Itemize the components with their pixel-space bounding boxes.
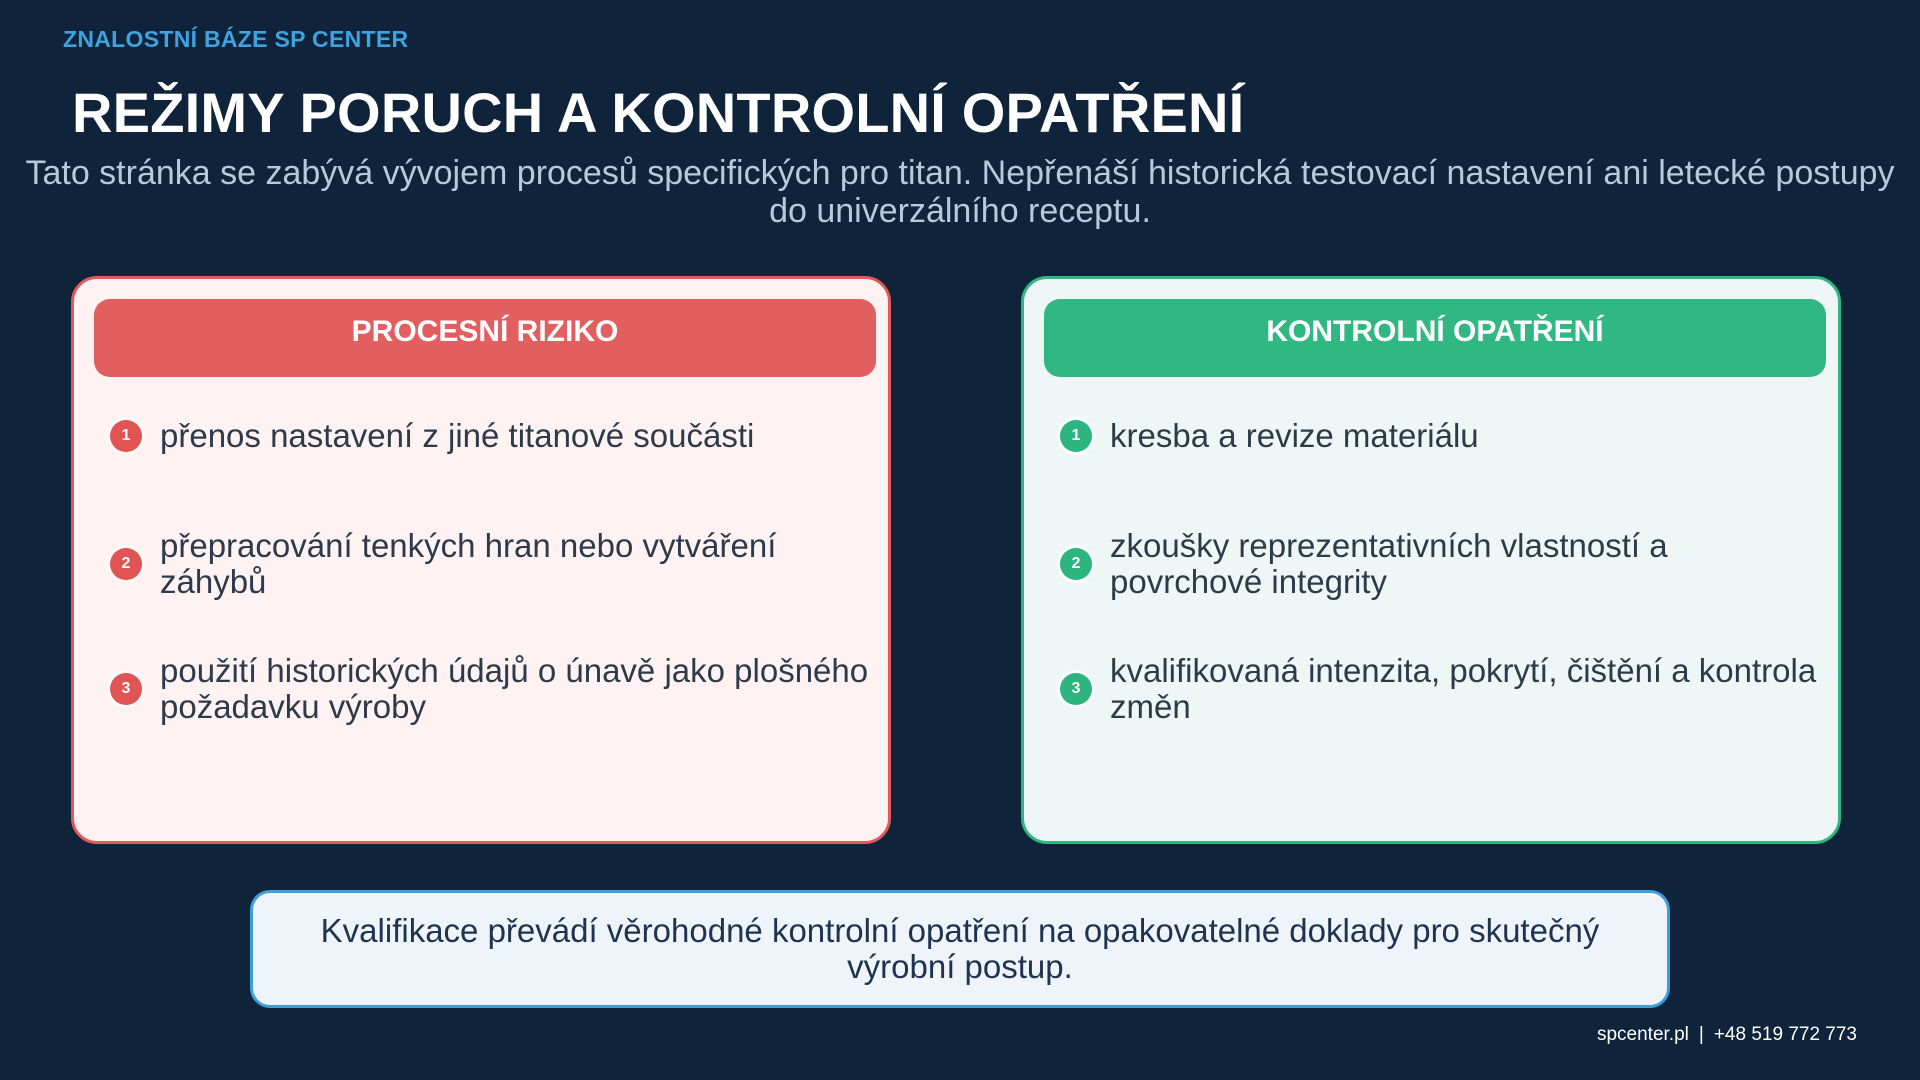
control-item-text: kresba a revize materiálu <box>1110 417 1479 454</box>
risk-item <box>110 418 878 454</box>
contact-separator: | <box>1698 1024 1704 1045</box>
phone-number[interactable]: +48 519 772 773 <box>1713 1024 1857 1045</box>
risk-item-text: přepracování tenkých hran nebo vytváření záhybů <box>160 527 777 600</box>
control-item-text: kvalifikovaná intenzita, pokrytí, čištění a kontrola změn <box>1110 652 1817 725</box>
control-item <box>1060 653 1828 725</box>
contact-info <box>1597 1024 1857 1046</box>
control-item <box>1060 418 1828 454</box>
control-item-text: zkoušky reprezentativních vlastností a povrchové integrity <box>1110 527 1668 600</box>
control-measures-panel <box>1021 276 1841 844</box>
control-item <box>1060 528 1828 600</box>
qualification-note-box <box>250 890 1670 1008</box>
page-subtitle: Tato stránka se zabývá vývojem procesů specifických pro titan. Nepřenáší historická testovací nastavení ani letecké postupy do univerzálního receptu. <box>25 154 1895 230</box>
process-risk-panel <box>71 276 891 844</box>
number-badge: 3 <box>110 673 142 705</box>
number-badge: 2 <box>1060 548 1092 580</box>
risk-item <box>110 653 878 725</box>
page-title: REŽIMY PORUCH A KONTROLNÍ OPATŘENÍ <box>72 81 1245 144</box>
eyebrow-label: ZNALOSTNÍ BÁZE SP CENTER <box>63 26 409 52</box>
website-link[interactable]: spcenter.pl <box>1596 1024 1689 1045</box>
risk-item-text: použití historických údajů o únavě jako plošného požadavku výroby <box>160 652 869 725</box>
number-badge: 1 <box>110 420 142 452</box>
number-badge: 1 <box>1060 420 1092 452</box>
control-measures-heading: KONTROLNÍ OPATŘENÍ <box>1044 299 1826 377</box>
process-risk-heading: PROCESNÍ RIZIKO <box>94 299 876 377</box>
risk-item <box>110 528 878 600</box>
number-badge: 2 <box>110 548 142 580</box>
number-badge: 3 <box>1060 673 1092 705</box>
qualification-note: Kvalifikace převádí věrohodné kontrolní opatření na opakovatelné doklady pro skutečný výrobní postup. <box>320 912 1600 985</box>
risk-item-text: přenos nastavení z jiné titanové součásti <box>160 417 755 454</box>
